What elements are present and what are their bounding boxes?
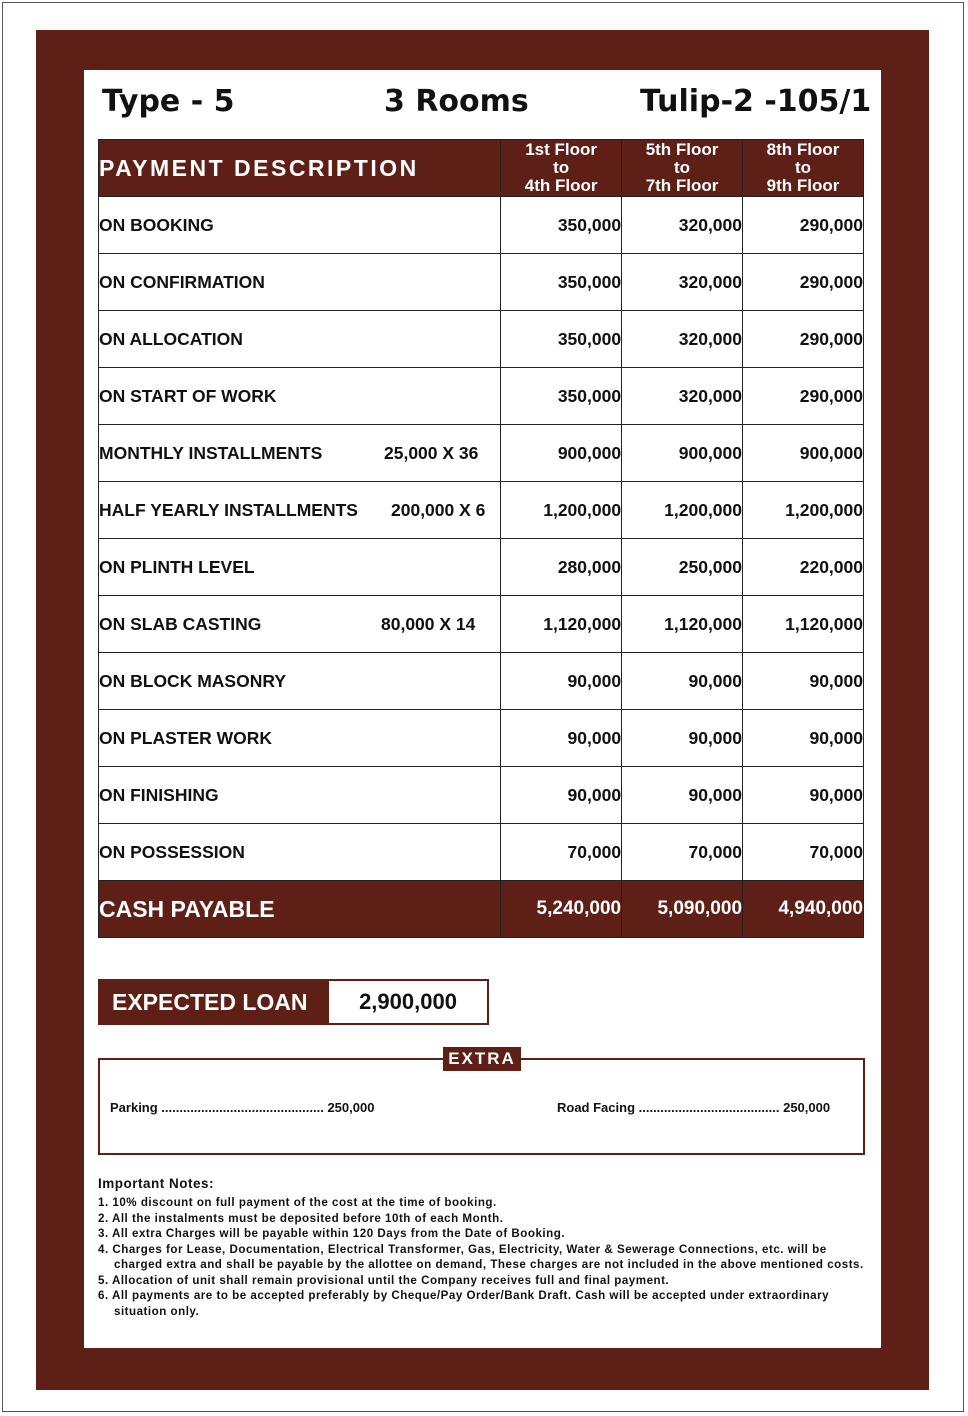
note-item: 1. 10% discount on full payment of the cost at the time of booking.: [98, 1196, 497, 1209]
amount-cell: 900,000: [501, 425, 622, 482]
row-label-text: MONTHLY INSTALLMENTS: [99, 442, 323, 463]
amount-cell: 320,000: [622, 368, 743, 425]
row-label: [99, 482, 501, 539]
amount-cell: 1,120,000: [622, 596, 743, 653]
project-code: Tulip-2 -105/1: [640, 84, 872, 119]
table-row: [99, 596, 864, 653]
floor-header-1: 1st Floor to 4th Floor: [501, 140, 622, 197]
amount-cell: 900,000: [743, 425, 864, 482]
amount-cell: 1,200,000: [622, 482, 743, 539]
table-row: [99, 767, 864, 824]
total-cell: 4,940,000: [743, 881, 864, 938]
amount-cell: 320,000: [622, 254, 743, 311]
road-facing-charge: Road Facing ....................................... 250,000: [557, 1100, 831, 1115]
amount-cell: 290,000: [743, 197, 864, 254]
amount-cell: 350,000: [501, 254, 622, 311]
amount-cell: 70,000: [501, 824, 622, 881]
amount-cell: 320,000: [622, 311, 743, 368]
table-row: [99, 425, 864, 482]
installment-detail: 200,000 X 6: [391, 499, 486, 520]
amount-cell: 220,000: [743, 539, 864, 596]
note-item: 4. Charges for Lease, Documentation, Electrical Transformer, Gas, Electricity, Water & Sewerage Connections, etc. will be charged extra and shall be payable by the allottee on demand, These charges are not included in the above mentioned costs.: [98, 1242, 864, 1271]
cash-payable-label: CASH PAYABLE: [99, 881, 501, 938]
amount-cell: 90,000: [501, 653, 622, 710]
row-label: [99, 596, 501, 653]
parking-charge: Parking ............................................. 250,000: [110, 1100, 375, 1115]
amount-cell: 1,120,000: [743, 596, 864, 653]
note-item: 2. All the instalments must be deposited before 10th of each Month.: [98, 1211, 504, 1225]
amount-cell: 350,000: [501, 311, 622, 368]
row-label-text: ON SLAB CASTING: [99, 613, 262, 634]
expected-loan-box: [98, 979, 489, 1025]
table-row: [99, 368, 864, 425]
amount-cell: 350,000: [501, 197, 622, 254]
expected-loan-value: 2,900,000: [359, 989, 457, 1014]
table-row: [99, 311, 864, 368]
row-label: ON ALLOCATION: [99, 311, 501, 368]
row-label: ON PLINTH LEVEL: [99, 539, 501, 596]
row-label-text: HALF YEARLY INSTALLMENTS: [99, 499, 358, 520]
amount-cell: 1,200,000: [501, 482, 622, 539]
extra-title: EXTRA: [443, 1047, 521, 1071]
payment-table: [98, 139, 864, 938]
notes-title: Important Notes:: [98, 1176, 214, 1191]
row-label: ON PLASTER WORK: [99, 710, 501, 767]
amount-cell: 320,000: [622, 197, 743, 254]
amount-cell: 90,000: [622, 767, 743, 824]
row-label: [99, 425, 501, 482]
payment-description-header: PAYMENT DESCRIPTION: [99, 140, 501, 197]
important-notes: [98, 1176, 878, 1319]
installment-detail: 25,000 X 36: [384, 442, 479, 463]
note-item: 6. All payments are to be accepted preferably by Cheque/Pay Order/Bank Draft. Cash will be accepted under extraordinary situation only.: [98, 1289, 830, 1318]
total-cell: 5,090,000: [622, 881, 743, 938]
amount-cell: 90,000: [622, 710, 743, 767]
amount-cell: 1,200,000: [743, 482, 864, 539]
amount-cell: 70,000: [622, 824, 743, 881]
table-row: [99, 254, 864, 311]
floor-header-2: 5th Floor to 7th Floor: [622, 140, 743, 197]
table-row: [99, 539, 864, 596]
floor-header-3: 8th Floor to 9th Floor: [743, 140, 864, 197]
room-count: 3 Rooms: [384, 84, 529, 119]
amount-cell: 290,000: [743, 311, 864, 368]
expected-loan-label: EXPECTED LOAN: [100, 981, 329, 1023]
amount-cell: 90,000: [743, 767, 864, 824]
amount-cell: 70,000: [743, 824, 864, 881]
amount-cell: 350,000: [501, 368, 622, 425]
table-row: [99, 824, 864, 881]
amount-cell: 90,000: [622, 653, 743, 710]
amount-cell: 90,000: [501, 710, 622, 767]
amount-cell: 90,000: [743, 710, 864, 767]
table-header-row: [99, 140, 864, 197]
amount-cell: 290,000: [743, 254, 864, 311]
row-label: ON BLOCK MASONRY: [99, 653, 501, 710]
amount-cell: 280,000: [501, 539, 622, 596]
row-label: ON FINISHING: [99, 767, 501, 824]
table-row: [99, 653, 864, 710]
installment-detail: 80,000 X 14: [381, 613, 476, 634]
amount-cell: 900,000: [622, 425, 743, 482]
amount-cell: 1,120,000: [501, 596, 622, 653]
amount-cell: 290,000: [743, 368, 864, 425]
row-label: ON CONFIRMATION: [99, 254, 501, 311]
table-row: [99, 197, 864, 254]
table-row: [99, 710, 864, 767]
row-label: ON START OF WORK: [99, 368, 501, 425]
cash-payable-row: [99, 881, 864, 938]
total-cell: 5,240,000: [501, 881, 622, 938]
table-row: [99, 482, 864, 539]
amount-cell: 90,000: [501, 767, 622, 824]
note-item: 5. Allocation of unit shall remain provisional until the Company receives full and final payment.: [98, 1273, 670, 1287]
note-item: 3. All extra Charges will be payable within 120 Days from the Date of Booking.: [98, 1227, 566, 1240]
unit-type: Type - 5: [102, 84, 235, 119]
amount-cell: 90,000: [743, 653, 864, 710]
row-label: ON BOOKING: [99, 197, 501, 254]
row-label: ON POSSESSION: [99, 824, 501, 881]
amount-cell: 250,000: [622, 539, 743, 596]
